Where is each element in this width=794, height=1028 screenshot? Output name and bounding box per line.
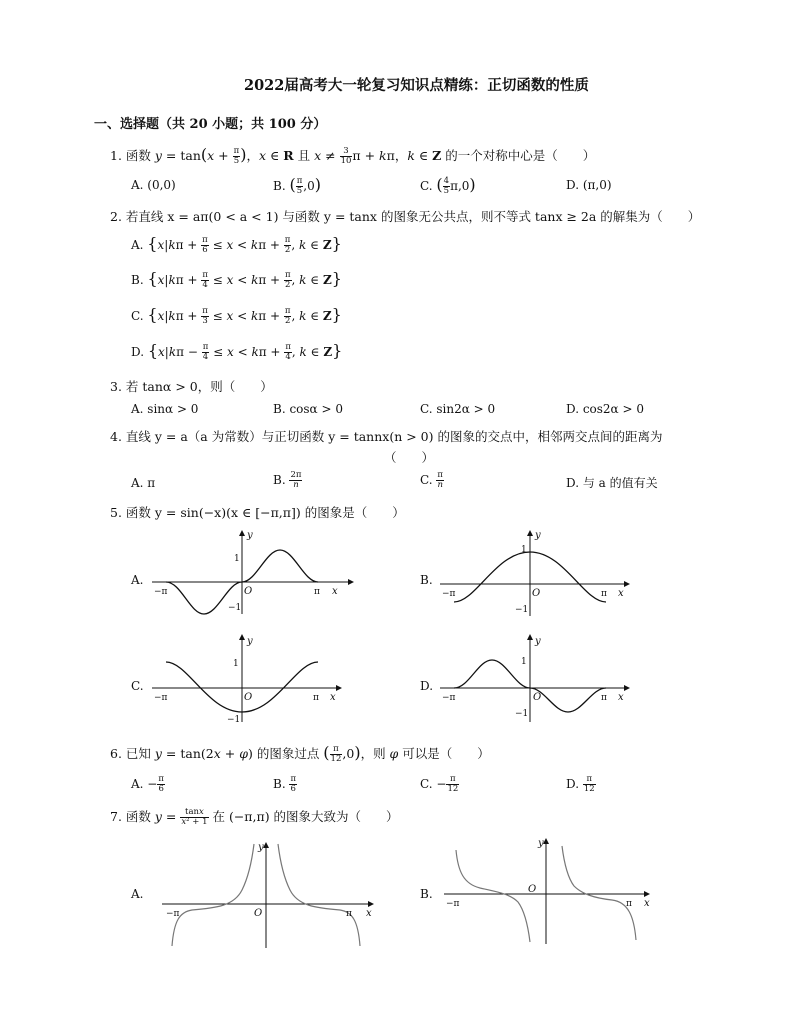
svg-text:1: 1	[521, 657, 527, 667]
question-2-stem: 2. 若直线 x = aπ(0 < a < 1) 与函数 y = tanx 的图象无公共点，则不等式 tanx ≥ 2a 的解集为（ ）	[110, 209, 701, 224]
q4-option-c[interactable]: C. $\frac{\pi}{n}$	[420, 470, 443, 490]
q5-option-c[interactable]: C.	[131, 679, 144, 693]
svg-text:−π: −π	[154, 587, 168, 597]
svg-text:y: y	[538, 838, 544, 849]
question-5-stem: 5. 函数 y = sin(−x)(x ∈ [−π,π]) 的图象是（ ）	[110, 505, 405, 520]
curve-left	[172, 844, 254, 946]
q4-option-b[interactable]: B. $\frac{2\pi}{n}$	[273, 470, 302, 490]
q5-option-d[interactable]: D.	[420, 679, 434, 693]
svg-text:O: O	[532, 588, 541, 599]
q3-option-d[interactable]: D. cos2α > 0	[566, 402, 644, 416]
q5-graph-b	[436, 528, 636, 618]
svg-text:x: x	[332, 586, 338, 597]
svg-text:x: x	[618, 588, 624, 599]
svg-text:O: O	[254, 908, 263, 919]
q7-option-a[interactable]: A.	[131, 887, 144, 901]
svg-text:x: x	[618, 692, 624, 703]
svg-text:π: π	[313, 693, 319, 703]
q3-option-b[interactable]: B. cosα > 0	[273, 402, 343, 416]
svg-text:x: x	[330, 692, 336, 703]
svg-text:−π: −π	[166, 909, 180, 919]
svg-text:y: y	[247, 530, 253, 541]
q7-option-b[interactable]: B.	[420, 887, 433, 901]
svg-text:π: π	[314, 587, 320, 597]
q3-option-c[interactable]: C. sin2α > 0	[420, 402, 496, 416]
svg-text:−π: −π	[446, 899, 460, 909]
q1-option-b[interactable]: B. ( $\frac{\pi}{5}$ ,0)	[273, 175, 321, 196]
page-title: 2022届高考大一轮复习知识点精练：正切函数的性质	[244, 77, 589, 94]
question-4-stem: 4. 直线 y = a（a 为常数）与正切函数 y = tannx(n > 0) 的图象的交点中，相邻两交点间的距离为	[110, 429, 663, 444]
svg-text:−π: −π	[442, 589, 456, 599]
q3-option-a[interactable]: A. sinα > 0	[131, 402, 199, 416]
q2-option-c[interactable]: C. {x|kπ + $\frac{\pi}{3}$ ≤ x < kπ + $\frac{\pi}{2}$ , k ∈ Z}	[131, 305, 342, 326]
svg-text:1: 1	[234, 554, 240, 564]
q7-graph-b	[440, 836, 658, 948]
svg-text:−1: −1	[227, 715, 241, 724]
q5-graph-a	[148, 528, 358, 618]
curve-left	[456, 850, 530, 942]
q5-option-a[interactable]: A.	[131, 573, 144, 587]
question-7-stem: 7. 函数 y = $\frac{\tan x}{\text{x² + 1}}$ 在 (−π,π) 的图象大致为（ ）	[110, 807, 399, 827]
question-3-stem: 3. 若 tanα > 0，则（ ）	[110, 379, 273, 394]
q5-graph-c	[148, 632, 348, 724]
q4-option-a[interactable]: A. π	[131, 476, 156, 490]
svg-text:−1: −1	[228, 603, 242, 613]
svg-text:x: x	[366, 908, 372, 919]
q5-option-b[interactable]: B.	[420, 573, 433, 587]
svg-text:−1: −1	[515, 605, 529, 615]
section-heading: 一、选择题（共 20 小题；共 100 分）	[94, 117, 327, 132]
q4-option-d[interactable]: D. 与 a 的值有关	[566, 476, 658, 490]
svg-text:O: O	[528, 884, 537, 895]
svg-text:y: y	[247, 636, 253, 647]
svg-text:y: y	[258, 842, 264, 853]
svg-text:x: x	[644, 898, 650, 909]
q7-graph-a	[158, 838, 380, 950]
q5-graph-d	[436, 632, 636, 724]
question-6-stem: 6. 已知 y = tan(2x + φ) 的图象过点 ( $\frac{\pi}{12}$ ,0)，则 φ 可以是（ ）	[110, 743, 490, 764]
curve-right	[562, 846, 636, 940]
question-1-stem: 1. 函数 y = tan(x + $\frac{\pi}{5}$ )，x ∈ R 且 x ≠ $\frac{3}{10}$ π + kπ，k ∈ Z 的一个对称中心是（ ）	[110, 145, 596, 166]
svg-text:1: 1	[233, 659, 239, 669]
curve-right	[278, 844, 360, 946]
q6-option-a[interactable]: A. − $\frac{\pi}{6}$	[131, 774, 164, 794]
svg-text:O: O	[244, 692, 253, 703]
question-4-paren: （ ）	[384, 450, 435, 465]
svg-text:π: π	[626, 899, 632, 909]
q6-option-c[interactable]: C. − $\frac{\pi}{12}$	[420, 774, 459, 794]
svg-text:π: π	[346, 909, 352, 919]
svg-text:π: π	[601, 589, 607, 599]
q2-option-b[interactable]: B. {x|kπ + $\frac{\pi}{4}$ ≤ x < kπ + $\frac{\pi}{2}$ , k ∈ Z}	[131, 269, 342, 290]
q1-option-d[interactable]: D. (π,0)	[566, 178, 612, 192]
svg-text:O: O	[533, 692, 542, 703]
q2-option-d[interactable]: D. {x|kπ − $\frac{\pi}{4}$ ≤ x < kπ + $\frac{\pi}{4}$ , k ∈ Z}	[131, 341, 343, 362]
svg-text:−π: −π	[154, 693, 168, 703]
svg-text:1: 1	[521, 545, 527, 555]
q1-option-c[interactable]: C. ( $\frac{4}{5}$ π,0)	[420, 175, 476, 196]
q1-option-a[interactable]: A. (0,0)	[131, 178, 176, 192]
svg-text:−π: −π	[442, 693, 456, 703]
q6-option-b[interactable]: B. $\frac{\pi}{6}$	[273, 774, 297, 794]
svg-text:y: y	[535, 530, 541, 541]
svg-text:π: π	[601, 693, 607, 703]
svg-text:y: y	[535, 636, 541, 647]
svg-text:O: O	[244, 586, 253, 597]
q6-option-d[interactable]: D. $\frac{\pi}{12}$	[566, 774, 595, 794]
q2-option-a[interactable]: A. {x|kπ + $\frac{\pi}{6}$ ≤ x < kπ + $\frac{\pi}{2}$ , k ∈ Z}	[131, 234, 342, 255]
svg-text:−1: −1	[515, 709, 529, 719]
